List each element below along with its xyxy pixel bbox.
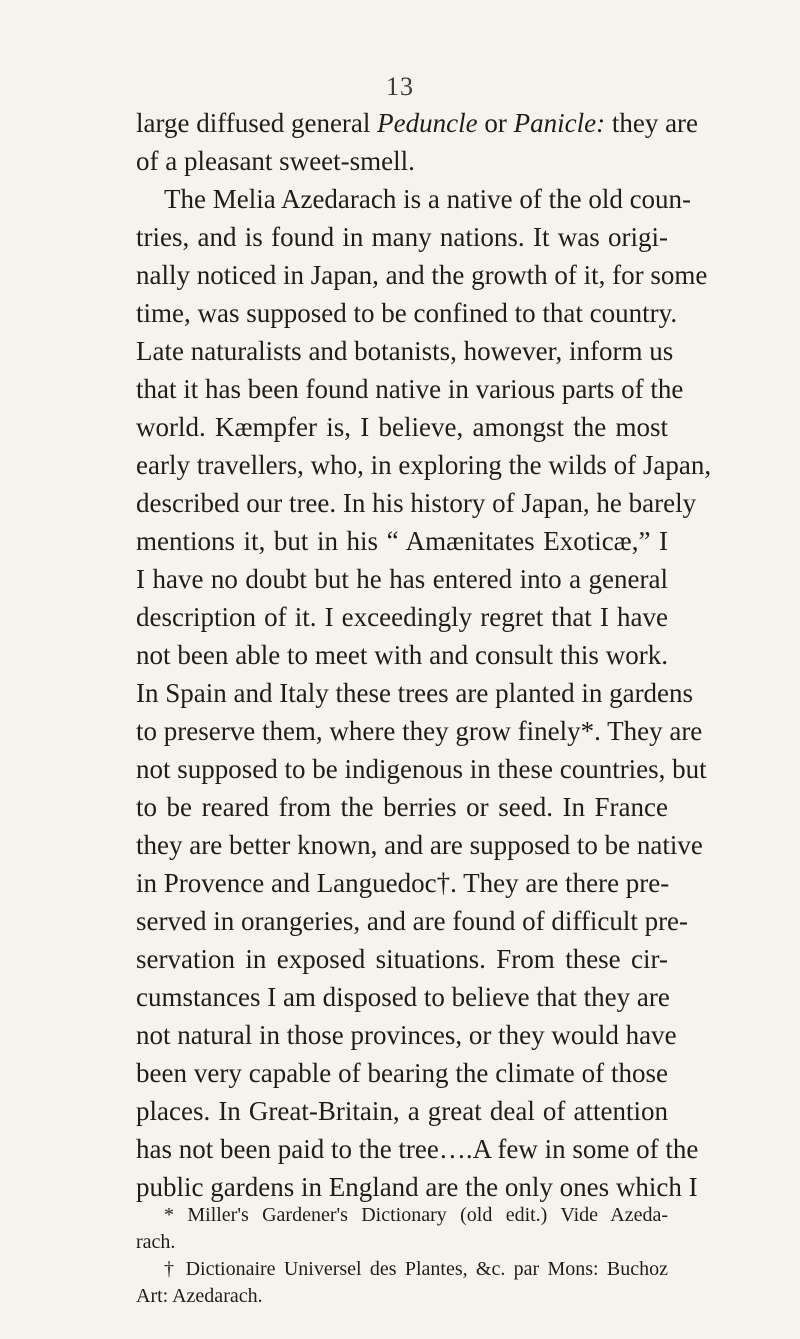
text-line: has not been paid to the tree….A few in some of the <box>136 1134 699 1164</box>
text-line: described our tree. In his history of Japan, he barely <box>136 488 697 518</box>
text-line: not natural in those provinces, or they would have <box>136 1020 677 1050</box>
text-line: nally noticed in Japan, and the growth of it, for some <box>136 260 708 290</box>
text-line: time, was supposed to be confined to that country. <box>136 298 678 328</box>
page-number: 13 <box>386 72 414 101</box>
text-line: servation in exposed situations. From these cir- <box>136 944 668 974</box>
footnote-line: Art: Azedarach. <box>136 1285 263 1307</box>
footnotes <box>136 1202 668 1310</box>
text-line: Late naturalists and botanists, however, inform us <box>136 336 674 366</box>
text-line: world. Kæmpfer is, I believe, amongst the most <box>136 412 668 442</box>
text-line: served in orangeries, and are found of difficult pre- <box>136 906 689 936</box>
text-line: of a pleasant sweet-smell. <box>136 146 415 176</box>
footnote-line: rach. <box>136 1231 176 1253</box>
body-text <box>136 104 712 1206</box>
text-line: been very capable of bearing the climate of those <box>136 1058 668 1088</box>
text-line: large diffused general Peduncle or Panicle: they are <box>136 108 699 138</box>
text-line: in Provence and Languedoc†. They are there pre- <box>136 868 670 898</box>
text-line: early travellers, who, in exploring the wilds of Japan, <box>136 450 712 480</box>
footnote-line: * Miller's Gardener's Dictionary (old edit.) Vide Azeda- <box>164 1204 668 1226</box>
text-line: tries, and is found in many nations. It was origi- <box>136 222 668 252</box>
text-line: to be reared from the berries or seed. In France <box>136 792 668 822</box>
text-line: not supposed to be indigenous in these countries, but <box>136 754 707 784</box>
text-line: I have no doubt but he has entered into a general <box>136 564 668 594</box>
text-line: public gardens in England are the only ones which I <box>136 1172 698 1202</box>
text-line: cumstances I am disposed to believe that they are <box>136 982 670 1012</box>
text-line: to preserve them, where they grow finely*. They are <box>136 716 703 746</box>
text-line: they are better known, and are supposed to be native <box>136 830 703 860</box>
footnote-line: † Dictionaire Universel des Plantes, &c. par Mons: Buchoz <box>164 1258 668 1280</box>
text-line: not been able to meet with and consult this work. <box>136 640 668 670</box>
text-line: description of it. I exceedingly regret that I have <box>136 602 668 632</box>
text-line: that it has been found native in various parts of the <box>136 374 684 404</box>
text-line: In Spain and Italy these trees are planted in gardens <box>136 678 694 708</box>
text-line: The Melia Azedarach is a native of the old coun- <box>164 184 692 214</box>
text-line: mentions it, but in his “ Amænitates Exoticæ,” I <box>136 526 668 556</box>
text-line: places. In Great-Britain, a great deal of attention <box>136 1096 668 1126</box>
